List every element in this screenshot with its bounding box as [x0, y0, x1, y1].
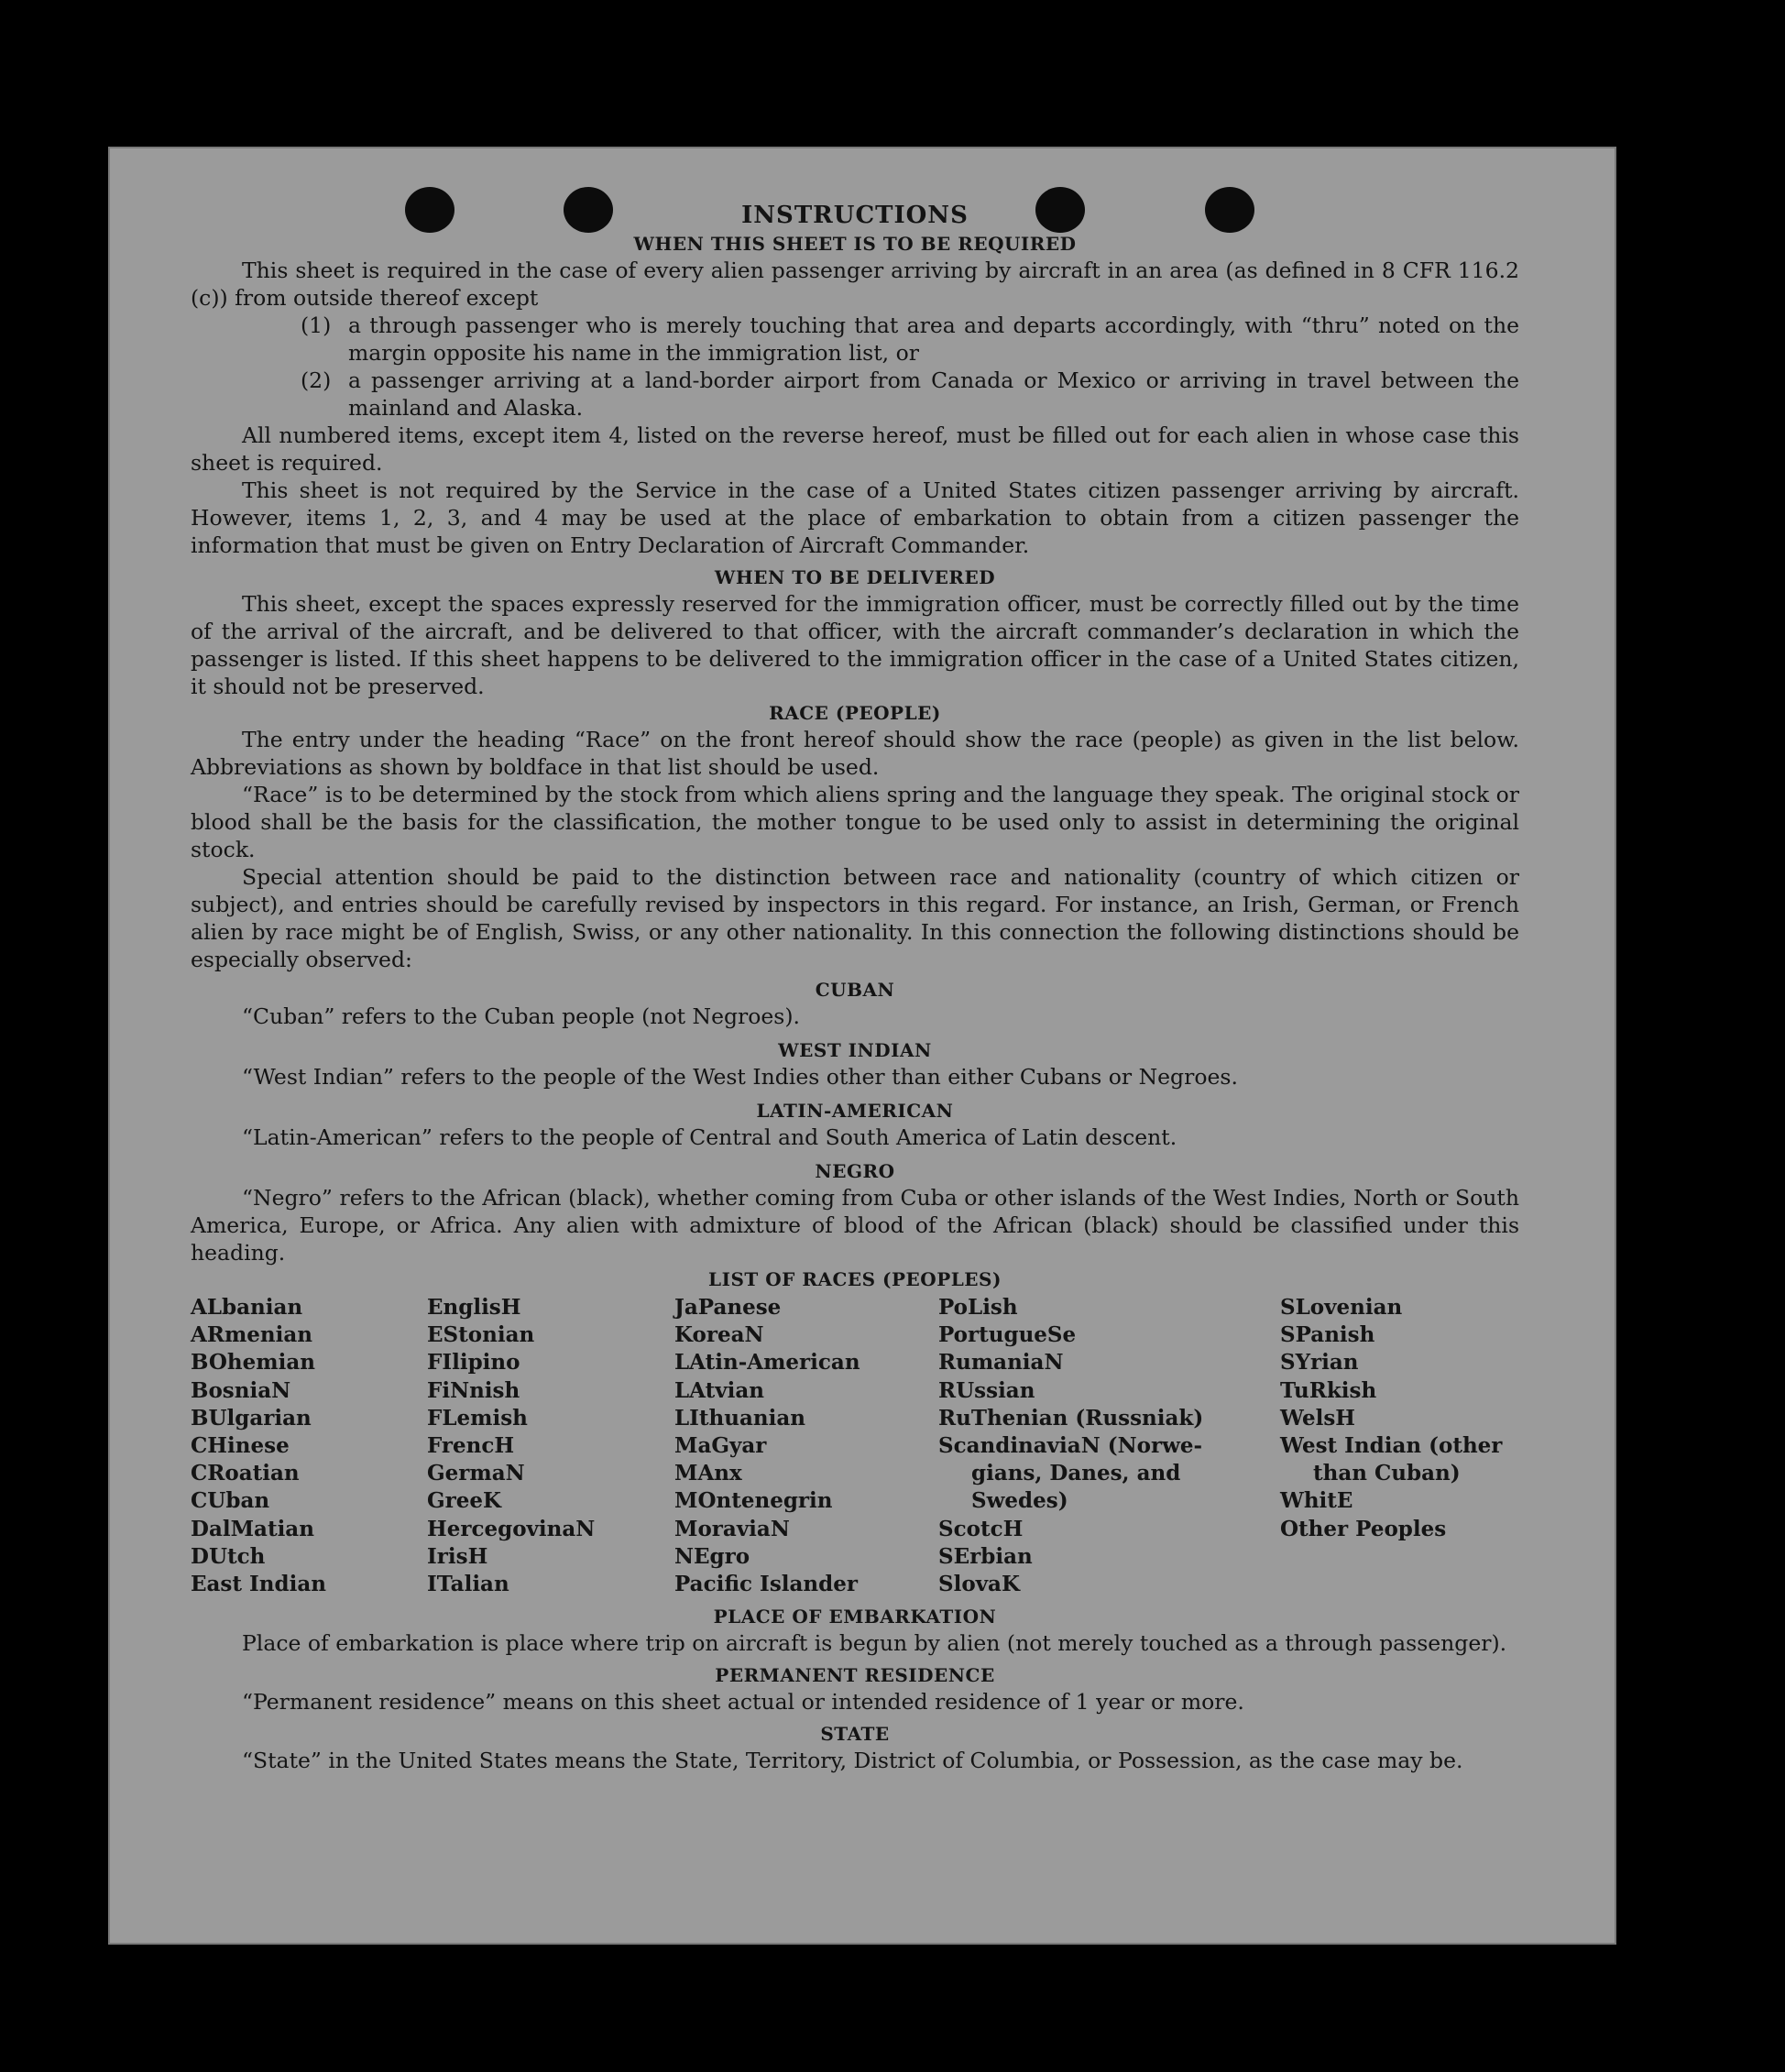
race-entry: DUtch — [191, 1543, 266, 1569]
section-heading-residence: PERMANENT RESIDENCE — [715, 1664, 995, 1687]
item-text: a passenger arriving at a land-border airport from Canada or Mexico or arriving in travel between the mainland and Alaska. — [348, 367, 1519, 421]
race-column — [191, 1294, 427, 1598]
race-entry: FLemish — [427, 1405, 528, 1431]
race-entry: MoraviaN — [674, 1516, 790, 1541]
race-column — [938, 1294, 1280, 1598]
race-entry: ARmenian — [191, 1322, 313, 1348]
race-entry: WhitE — [1280, 1488, 1353, 1514]
paragraph: All numbered items, except item 4, listed on the reverse hereof, must be filled out for each alien in whose case this sheet is required. — [191, 422, 1519, 476]
paragraph: “State” in the United States means the State, Territory, District of Columbia, or Possession, as the case may be. — [242, 1748, 1463, 1774]
race-entry: BosniaN — [191, 1377, 291, 1403]
race-entry: JaPanese — [674, 1295, 782, 1320]
race-entry: BUlgarian — [191, 1405, 312, 1431]
race-entry: MaGyar — [674, 1433, 767, 1459]
paragraph: “West Indian” refers to the people of the West Indies other than either Cubans or Negroes. — [242, 1064, 1238, 1090]
race-entry: HercegovinaN — [427, 1516, 596, 1541]
document-sheet — [108, 147, 1616, 1945]
paragraph: This sheet is not required by the Service in the case of a United States citizen passenger arriving by aircraft. However, items 1, 2, 3, and 4 may be used at the place of embarkation to obtain from a citizen passenger the information that must be given on Entry Declaration of Aircraft Commander. — [191, 477, 1519, 558]
paragraph: “Permanent residence” means on this sheet actual or intended residence of 1 year or more. — [242, 1689, 1244, 1716]
paragraph: “Negro” refers to the African (black), whether coming from Cuba or other islands of the West Indies, North or South America, Europe, or Africa. Any alien with admixture of blood of the African (black) should be classified under this heading. — [191, 1185, 1519, 1266]
race-entry: Swedes) — [971, 1488, 1068, 1514]
race-entry: ITalian — [427, 1572, 509, 1597]
race-entry: Pacific Islander — [674, 1572, 858, 1597]
paragraph: This sheet, except the spaces expressly reserved for the immigration officer, must be correctly filled out by the time of the arrival of the aircraft, and be delivered to that officer, with the aircraft commander’s declaration in which the passenger is listed. If this sheet happens to be delivered to the immigration officer in the case of a United States citizen, it should not be preserved. — [191, 591, 1519, 699]
paragraph: “Race” is to be determined by the stock from which aliens spring and the language they speak. The original stock or blood shall be the basis for the classification, the mother tongue to be used only to assist in determining the original stock. — [191, 782, 1519, 862]
race-entry: SErbian — [938, 1543, 1033, 1569]
race-entry: EnglisH — [427, 1295, 521, 1320]
race-entry: EStonian — [427, 1322, 535, 1348]
section-heading-required: WHEN THIS SHEET IS TO BE REQUIRED — [633, 233, 1077, 255]
race-entry: RumaniaN — [938, 1350, 1064, 1376]
race-entry: IrisH — [427, 1543, 488, 1569]
paragraph: The entry under the heading “Race” on the front hereof should show the race (people) as given in the list below. Abbreviations as shown by boldface in that list should be used. — [191, 727, 1519, 780]
race-entry: RuThenian (Russniak) — [938, 1405, 1204, 1431]
race-entry: WelsH — [1280, 1405, 1356, 1431]
section-heading-race: RACE (PEOPLE) — [769, 702, 941, 724]
race-column — [427, 1294, 674, 1598]
section-heading-state: STATE — [820, 1723, 890, 1746]
race-entry: TuRkish — [1280, 1377, 1377, 1403]
paragraph: This sheet is required in the case of every alien passenger arriving by aircraft in an area (as defined in 8 CFR 116.2 (c)) from outside thereof except — [191, 258, 1519, 311]
race-entry: CHinese — [191, 1433, 290, 1459]
race-entry: LAtvian — [674, 1377, 764, 1403]
race-entry: FIlipino — [427, 1350, 520, 1376]
race-entry: than Cuban) — [1313, 1461, 1461, 1486]
race-column — [674, 1294, 938, 1598]
race-entry: BOhemian — [191, 1350, 315, 1376]
race-entry: PortugueSe — [938, 1322, 1077, 1348]
race-entry: CRoatian — [191, 1461, 300, 1486]
subheading-cuban: CUBAN — [815, 979, 895, 1001]
race-entry: SlovaK — [938, 1572, 1020, 1597]
race-entry: CUban — [191, 1488, 270, 1514]
race-entry: DalMatian — [191, 1516, 314, 1541]
list-item — [191, 312, 1519, 367]
race-entry: LIthuanian — [674, 1405, 805, 1431]
race-entry: MAnx — [674, 1461, 742, 1486]
race-entry: ScotcH — [938, 1516, 1024, 1541]
item-number: (2) — [301, 367, 332, 393]
subheading-west-indian: WEST INDIAN — [778, 1039, 932, 1061]
item-number: (1) — [301, 312, 332, 338]
race-entry: MOntenegrin — [674, 1488, 833, 1514]
race-entry: West Indian (other — [1280, 1433, 1503, 1459]
paragraph: “Latin-American” refers to the people of Central and South America of Latin descent. — [242, 1124, 1177, 1150]
race-entry: NEgro — [674, 1543, 750, 1569]
race-entry: ScandinaviaN (Norwe- — [938, 1433, 1203, 1459]
list-heading: LIST OF RACES (PEOPLES) — [708, 1268, 1002, 1290]
race-entry: GreeK — [427, 1488, 502, 1514]
paragraph: Special attention should be paid to the distinction between race and nationality (country of which citizen or subject), and entries should be carefully revised by inspectors in this regard. For instance, an Irish, German, or French alien by race might be of English, Swiss, or any other nationality. In this connection the following distinctions should be especially observed: — [191, 864, 1519, 972]
race-entry: PoLish — [938, 1295, 1018, 1320]
race-entry: East Indian — [191, 1572, 326, 1597]
instructions-content — [191, 202, 1519, 1774]
race-entry: SLovenian — [1280, 1295, 1403, 1320]
subheading-negro: NEGRO — [815, 1160, 895, 1182]
race-entry: LAtin-American — [674, 1350, 860, 1376]
section-heading-embarkation: PLACE OF EMBARKATION — [713, 1606, 997, 1628]
race-entry: gians, Danes, and — [971, 1461, 1181, 1486]
race-entry: GermaN — [427, 1461, 525, 1486]
race-entry: SYrian — [1280, 1350, 1359, 1376]
item-text: a through passenger who is merely touching that area and departs accordingly, with “thru” noted on the margin opposite his name in the immigration list, or — [348, 312, 1519, 366]
race-entry: ALbanian — [191, 1295, 303, 1320]
race-entry: RUssian — [938, 1377, 1035, 1403]
race-entry: KoreaN — [674, 1322, 764, 1348]
paragraph: “Cuban” refers to the Cuban people (not Negroes). — [242, 1003, 801, 1029]
race-entry: SPanish — [1280, 1322, 1375, 1348]
list-item — [191, 367, 1519, 422]
page-title: INSTRUCTIONS — [741, 202, 969, 229]
race-entry: FiNnish — [427, 1377, 520, 1403]
race-entry: Other Peoples — [1280, 1516, 1447, 1541]
section-heading-delivered: WHEN TO BE DELIVERED — [714, 566, 996, 588]
paragraph: Place of embarkation is place where trip on aircraft is begun by alien (not merely touched as a through passenger). — [242, 1630, 1507, 1657]
race-entry: FrencH — [427, 1433, 515, 1459]
subheading-latin-american: LATIN-AMERICAN — [756, 1100, 954, 1122]
race-column — [1280, 1294, 1519, 1598]
race-list — [191, 1294, 1519, 1598]
